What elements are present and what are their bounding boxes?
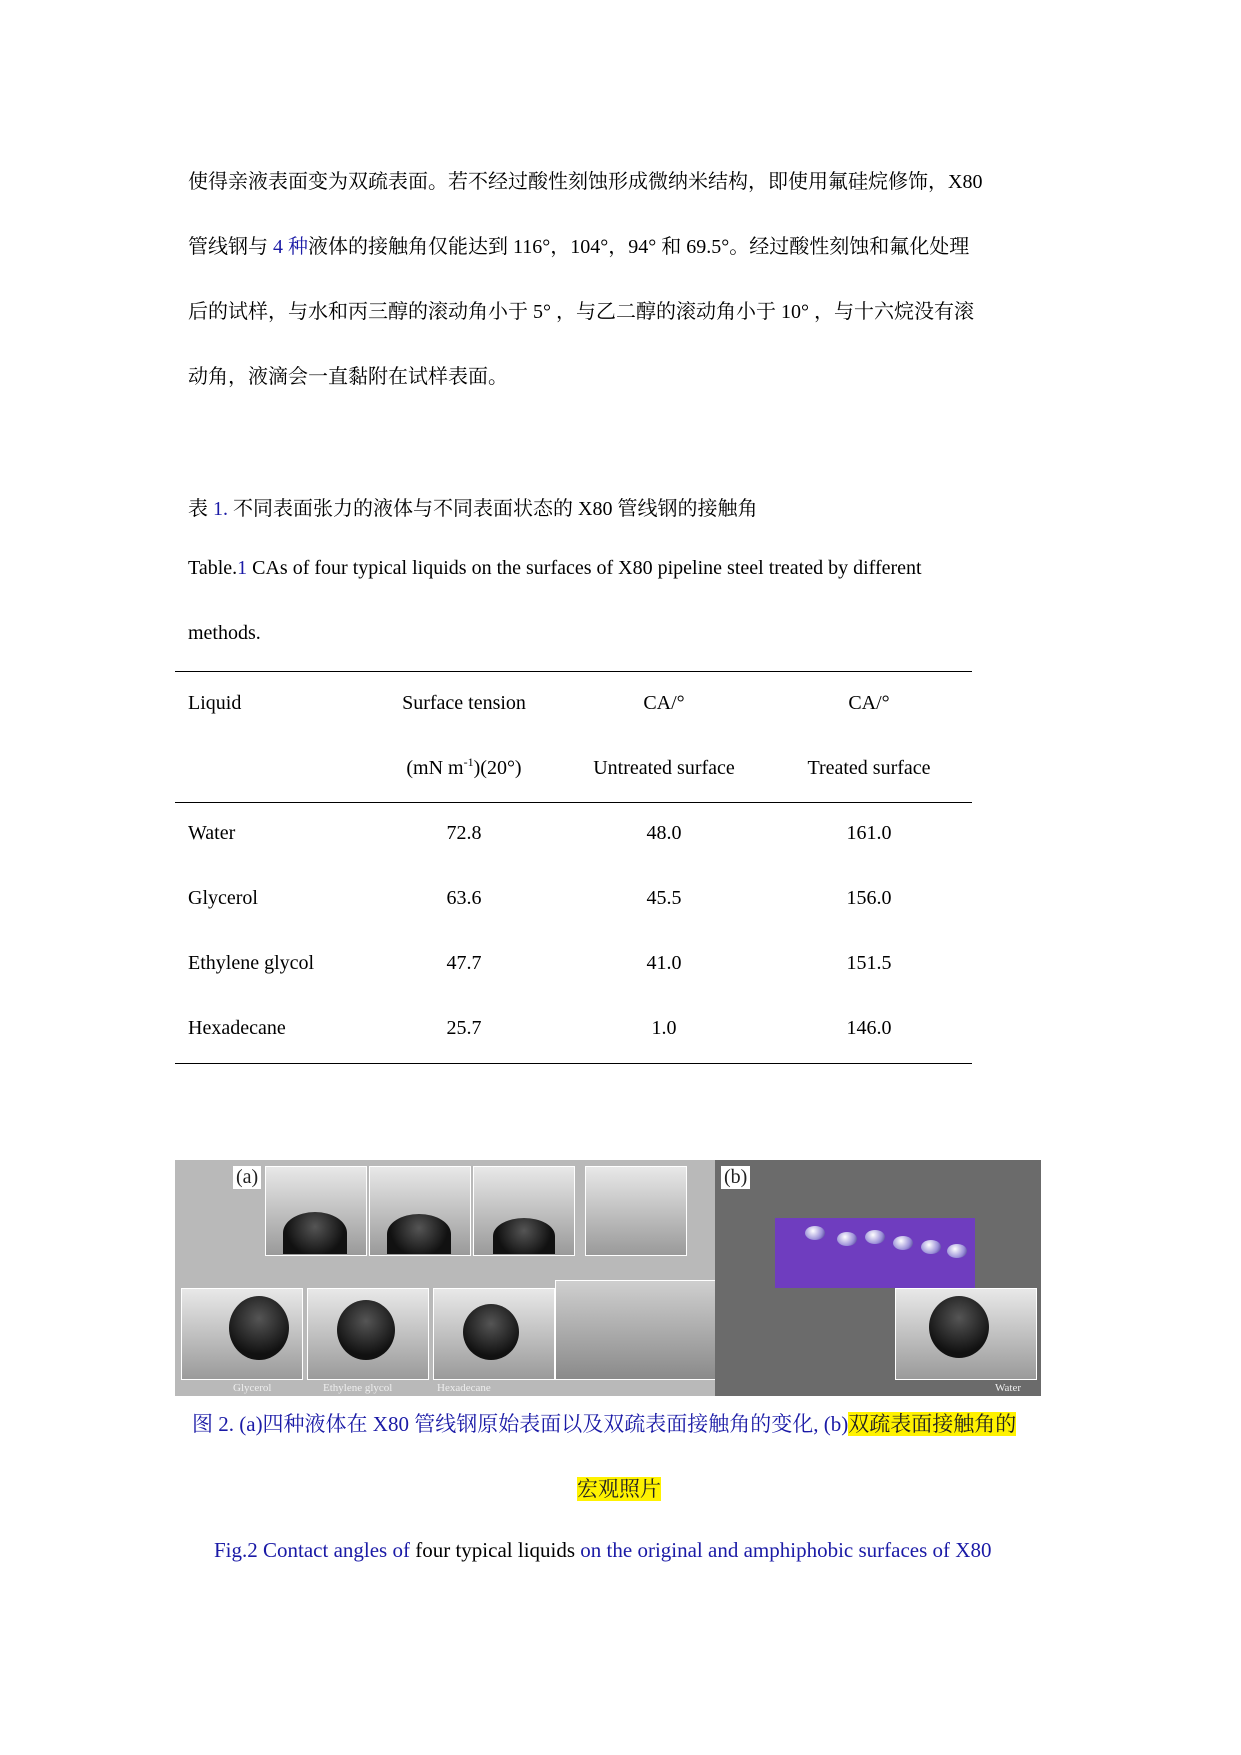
figure-caption-cn-line-2 <box>577 1473 661 1503</box>
header-text: CA/° <box>848 692 890 714</box>
droplet-bead <box>947 1244 967 1258</box>
paragraph-number-reference: 4 种 <box>273 236 308 258</box>
figure-panel-b <box>715 1160 1041 1396</box>
header-liquid: Liquid <box>188 692 242 714</box>
cell-value: 41.0 <box>646 952 682 974</box>
droplet-frame <box>585 1166 687 1256</box>
unit-superscript: -1 <box>463 755 474 769</box>
droplet-image <box>493 1218 555 1254</box>
unit-text: (mN m <box>406 757 464 779</box>
droplet-bead <box>805 1226 825 1240</box>
unit-text: )(20°) <box>473 757 522 779</box>
droplet-bead <box>865 1230 885 1244</box>
paragraph-text: 液体的接触角仅能达到 116°，104°，94° 和 69.5°。经过酸性刻蚀和氟化处理 <box>308 236 970 258</box>
cell-liquid: Hexadecane <box>188 1017 286 1039</box>
paragraph-line-1: 使得亲液表面变为双疏表面。若不经过酸性刻蚀形成微纳米结构，即使用氟硅烷修饰，X80 <box>188 171 983 193</box>
header-text: Surface tension <box>402 692 526 714</box>
paragraph-line-4: 动角，液滴会一直黏附在试样表面。 <box>188 366 508 388</box>
droplet-image <box>337 1300 395 1360</box>
cell-value: 45.5 <box>646 887 682 909</box>
caption-text: Fig.2 Contact angles of <box>214 1538 416 1562</box>
droplet-image <box>929 1296 989 1358</box>
cell-value: 47.7 <box>446 952 482 974</box>
table-bottom-rule <box>175 1063 972 1064</box>
cell-value: 25.7 <box>446 1017 482 1039</box>
droplet-image <box>283 1212 347 1254</box>
cell-liquid: Water <box>188 822 236 844</box>
figure-sublabel: Water <box>995 1382 1021 1394</box>
table-top-rule <box>175 671 972 672</box>
droplet-bead <box>921 1240 941 1254</box>
cell-value: 63.6 <box>446 887 482 909</box>
caption-text: CAs of four typical liquids on the surfaces of X80 pipeline steel treated by different <box>247 557 922 579</box>
paragraph-line-2 <box>188 215 1056 280</box>
cell-liquid: Glycerol <box>188 887 258 909</box>
cell-value: 156.0 <box>846 887 892 909</box>
table-caption-en <box>188 557 922 580</box>
figure-panel-a <box>175 1160 715 1396</box>
table-caption-en-line-2: methods. <box>188 622 261 644</box>
cell-value: 72.8 <box>446 822 482 844</box>
header-text <box>406 757 521 780</box>
coated-sample-plate <box>775 1218 975 1288</box>
highlighted-text: 双疏表面接触角的 <box>848 1412 1017 1436</box>
header-text: Treated surface <box>807 757 931 779</box>
contact-angle-figure <box>175 1160 1041 1396</box>
caption-text: on the original and amphiphobic surfaces of X80 <box>575 1538 992 1562</box>
cell-value: 48.0 <box>646 822 682 844</box>
droplet-image <box>387 1214 451 1254</box>
table-caption-cn <box>188 492 757 521</box>
caption-number: 1 <box>237 557 248 579</box>
droplet-frame <box>555 1280 717 1380</box>
table-header-rule <box>175 802 972 803</box>
caption-text: 图 2. (a)四种液体在 X80 管线钢原始表面以及双疏表面接触角的变化, (b) <box>192 1412 849 1436</box>
figure-sublabel: Ethylene glycol <box>323 1382 393 1394</box>
body-paragraph <box>188 150 1056 410</box>
caption-prefix: 表 <box>188 498 213 520</box>
figure-caption-en <box>214 1538 991 1563</box>
header-text: CA/° <box>643 692 685 714</box>
figure-sublabel: Glycerol <box>233 1382 272 1394</box>
caption-text: 不同表面张力的液体与不同表面状态的 X80 管线钢的接触角 <box>228 498 758 520</box>
header-text: Untreated surface <box>593 757 735 779</box>
figure-sublabel: Hexadecane <box>437 1382 491 1394</box>
caption-text: four typical liquids <box>415 1538 576 1562</box>
droplet-bead <box>893 1236 913 1250</box>
figure-label-b: (b) <box>721 1166 750 1189</box>
figure-label-a: (a) <box>233 1166 261 1189</box>
caption-number: 1. <box>213 498 228 520</box>
cell-value: 1.0 <box>651 1017 677 1039</box>
droplet-image <box>463 1304 519 1360</box>
cell-value: 146.0 <box>846 1017 892 1039</box>
paragraph-line-3: 后的试样，与水和丙三醇的滚动角小于 5° ，与乙二醇的滚动角小于 10° ，与十六烷没有滚 <box>188 301 974 323</box>
cell-value: 161.0 <box>846 822 892 844</box>
cell-liquid: Ethylene glycol <box>188 952 315 974</box>
caption-prefix: Table. <box>188 557 238 579</box>
cell-value: 151.5 <box>846 952 892 974</box>
droplet-bead <box>837 1232 857 1246</box>
paragraph-text: 管线钢与 <box>188 236 273 258</box>
highlighted-text: 宏观照片 <box>577 1477 661 1501</box>
figure-caption-cn <box>192 1408 1016 1438</box>
droplet-image <box>229 1296 289 1360</box>
